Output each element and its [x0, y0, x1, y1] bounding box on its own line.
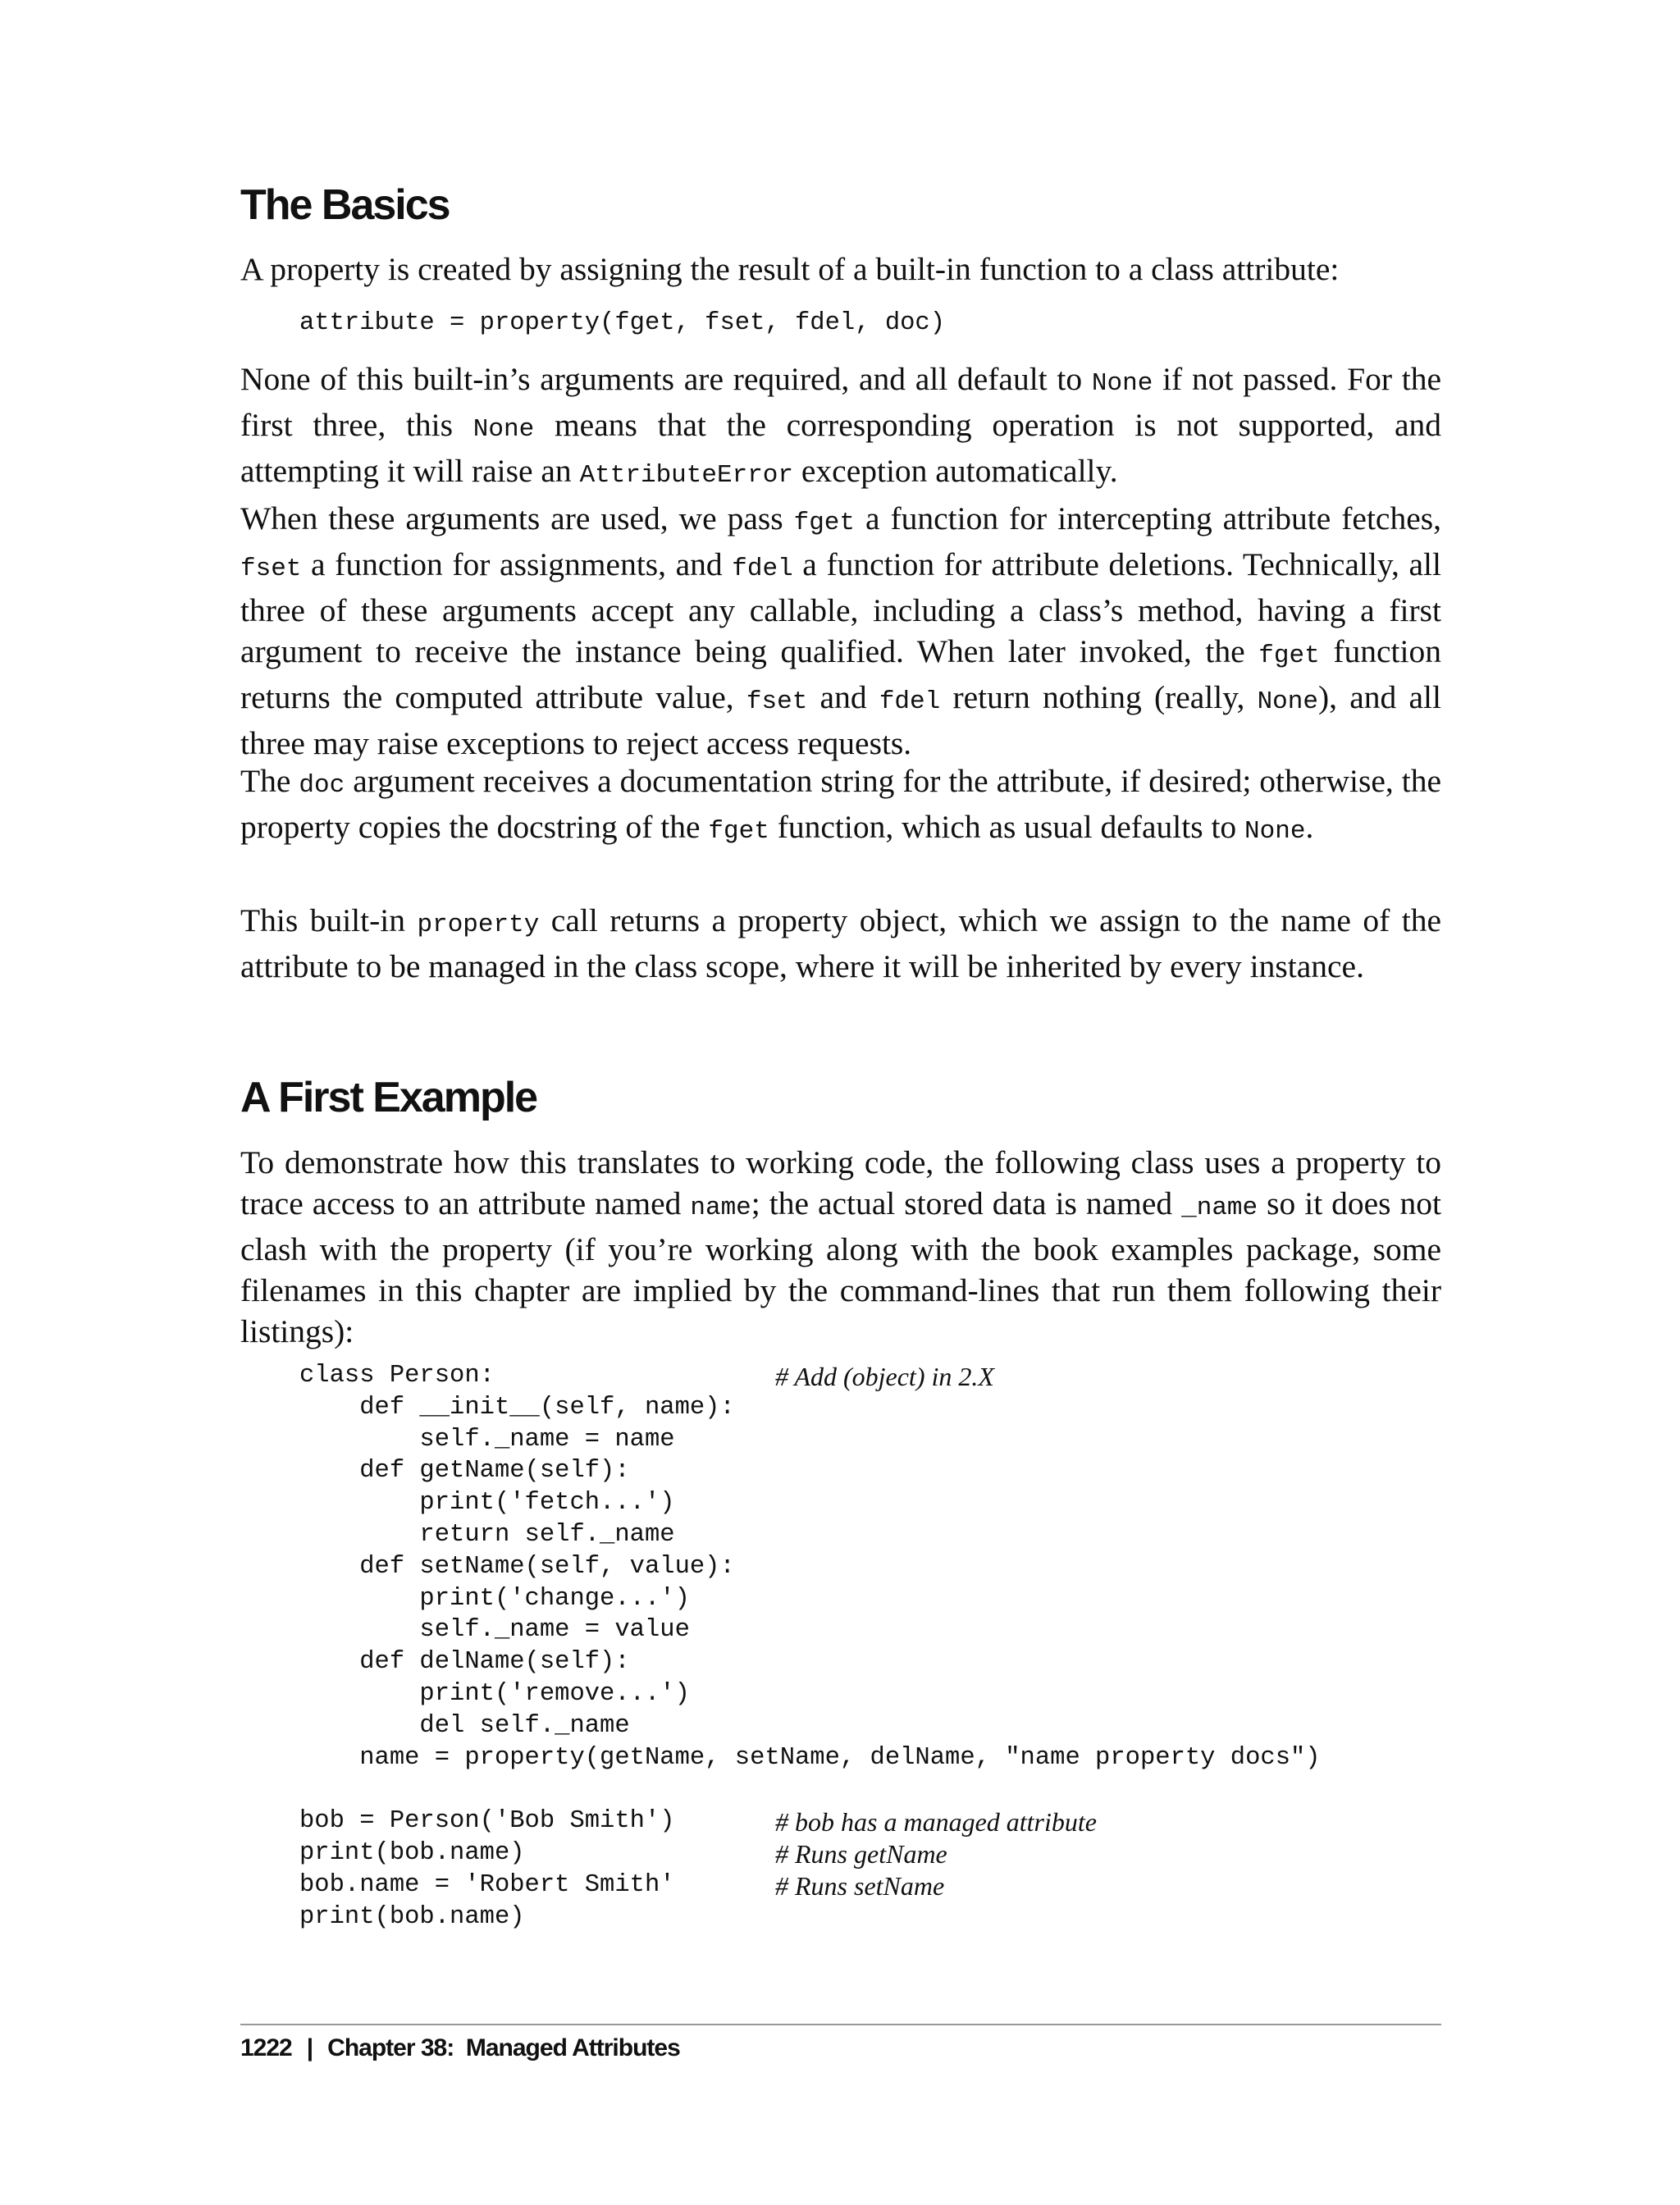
code-text: bob.name = 'Robert Smith' — [299, 1870, 675, 1899]
code-line — [299, 1553, 1440, 1585]
code-comment: # Runs setName — [775, 1870, 945, 1901]
code-line — [299, 1807, 1440, 1839]
code-comment: # Runs getName — [775, 1838, 947, 1869]
code-line — [299, 1648, 1440, 1680]
code-text: print('change...') — [299, 1584, 690, 1613]
code-line — [299, 1903, 1440, 1935]
footer-separator: | — [306, 2034, 313, 2061]
code-line — [299, 1521, 1440, 1553]
inline-code: None — [1091, 369, 1153, 398]
inline-code: None — [472, 415, 535, 444]
code-text: class Person: — [299, 1362, 495, 1390]
text-run: function returns the computed attribute value, — [240, 633, 1441, 715]
section-heading-basics: The Basics — [240, 181, 450, 229]
code-text: print(bob.name) — [299, 1902, 525, 1931]
text-run: a function for attribute deletions. Technically, all three of these arguments accept any callable, including a class’s method, having a first argument to receive the instance being qualified. When later invoked, the — [240, 546, 1441, 669]
text-run: exception automatically. — [793, 453, 1118, 489]
text-run: a function for assignments, and — [301, 546, 733, 582]
paragraph-property-call — [240, 900, 1441, 987]
code-comment: # bob has a managed attribute — [775, 1807, 1097, 1838]
code-comment: # Add (object) in 2.X — [775, 1362, 994, 1391]
inline-code: None — [1257, 687, 1318, 716]
code-text: name = property(getName, setName, delName, "name property docs") — [299, 1743, 1321, 1772]
code-line — [299, 1457, 1440, 1489]
text-run: call returns a property object, which we assign to the name of the attribute to be managed in the class scope, where it will be inherited by every instance. — [240, 902, 1441, 984]
text-run: This built-in — [240, 902, 418, 938]
code-text: def delName(self): — [299, 1648, 630, 1677]
inline-code: None — [1244, 817, 1306, 846]
text-run: if not passed. For the first three, this — [240, 361, 1441, 443]
text-run: The — [240, 763, 299, 799]
inline-code: fget — [793, 509, 856, 537]
code-line — [299, 1585, 1440, 1617]
text-run: None of this built-in’s arguments are required, and all default to — [240, 361, 1092, 397]
paragraph-arguments — [240, 358, 1441, 496]
code-line — [299, 1426, 1440, 1458]
text-run: When these arguments are used, we pass — [240, 500, 794, 536]
text-run: argument receives a documentation string for the attribute, if desired; otherwise, the property copies the docstring of the — [240, 763, 1441, 845]
text-run: To demonstrate how this translates to working code, the following class uses a property to trace access to an attribute named — [240, 1144, 1441, 1221]
inline-code: fset — [240, 555, 302, 583]
code-text: bob = Person('Bob Smith') — [299, 1807, 675, 1836]
inline-code: name — [690, 1194, 751, 1222]
code-line — [299, 1394, 1440, 1426]
inline-code: fget — [1258, 641, 1320, 670]
code-text: self._name = value — [299, 1616, 690, 1645]
code-text: del self._name — [299, 1711, 630, 1740]
code-text: print('fetch...') — [299, 1489, 675, 1518]
paragraph-doc-argument — [240, 760, 1441, 852]
text-run: means that the corresponding operation is not supported, and attempting it will raise an — [240, 407, 1441, 489]
text-run: and — [807, 679, 879, 715]
text-run: . — [1305, 809, 1314, 845]
text-run: a function for intercepting attribute fetches, — [855, 500, 1441, 536]
text-run: ), and all three may raise exceptions to reject access requests. — [240, 679, 1441, 761]
text-run: ; the actual stored data is named — [751, 1185, 1182, 1221]
code-text: def __init__(self, name): — [299, 1393, 735, 1422]
code-line — [299, 1871, 1440, 1903]
code-line — [299, 1616, 1440, 1648]
code-line — [299, 1362, 1440, 1394]
code-line — [299, 1712, 1440, 1744]
page-number: 1222 — [240, 2034, 292, 2061]
property-signature-code: attribute = property(fget, fset, fdel, doc) — [299, 309, 946, 337]
intro-paragraph: A property is created by assigning the result of a built-in function to a class attribute: — [240, 251, 1340, 287]
paragraph-fget-fset-fdel — [240, 498, 1441, 764]
paragraph-first-example — [240, 1142, 1441, 1352]
text-run: so it does not clash with the property (if you’re working along with the book examples package, some filenames in this chapter are implied by the command-lines that run them following their listings): — [240, 1185, 1441, 1349]
inline-code: _name — [1181, 1194, 1258, 1222]
code-line — [299, 1839, 1440, 1871]
code-line — [299, 1489, 1440, 1521]
code-text: def setName(self, value): — [299, 1552, 735, 1581]
inline-code: AttributeError — [579, 461, 794, 490]
code-text: return self._name — [299, 1520, 675, 1549]
code-text: print('remove...') — [299, 1679, 690, 1708]
code-line — [299, 1680, 1440, 1712]
text-run: function, which as usual defaults to — [769, 809, 1245, 845]
code-line — [299, 1775, 1440, 1807]
section-heading-first-example: A First Example — [240, 1074, 537, 1121]
inline-code: property — [417, 911, 540, 939]
chapter-title: Chapter 38: Managed Attributes — [327, 2034, 680, 2061]
code-text: print(bob.name) — [299, 1838, 525, 1867]
person-class-code-listing — [299, 1362, 1440, 1934]
inline-code: doc — [299, 771, 345, 800]
inline-code: fdel — [732, 555, 793, 583]
code-text: self._name = name — [299, 1425, 675, 1454]
page-footer — [240, 2034, 680, 2062]
inline-code: fset — [746, 687, 808, 716]
inline-code: fget — [708, 817, 769, 846]
code-line — [299, 1744, 1440, 1776]
inline-code: fdel — [879, 687, 941, 716]
footer-rule — [240, 2024, 1441, 2025]
code-text: def getName(self): — [299, 1457, 630, 1486]
text-run: return nothing (really, — [940, 679, 1258, 715]
